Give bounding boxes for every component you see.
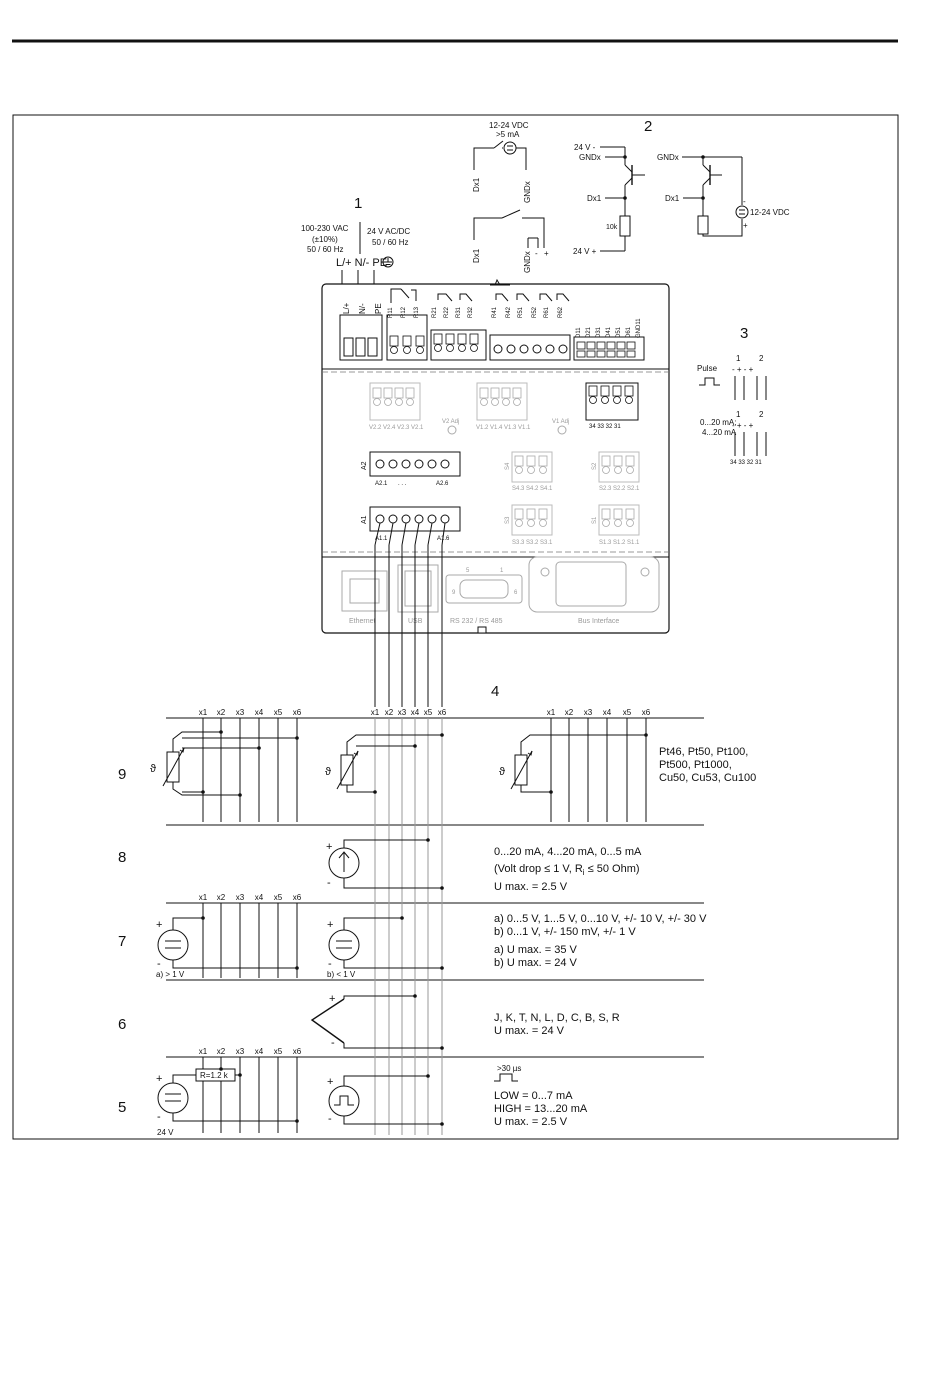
x-terminal-label: x1 xyxy=(198,893,208,902)
relay-label: R22 xyxy=(444,306,450,318)
current-line-2: (Volt drop ≤ 1 V, R xyxy=(494,863,583,875)
freq-line-2: HIGH = 13...20 mA xyxy=(494,1103,588,1115)
power-terminals: L/+ N/- PE xyxy=(336,257,388,269)
row-9-left-wires xyxy=(203,718,297,822)
section-3-label: 3 xyxy=(740,325,749,342)
output-pins: 34 33 32 31 xyxy=(589,424,621,430)
x-terminal-label: x2 xyxy=(216,893,226,902)
rtd-symbol-left: ϑ xyxy=(150,763,157,775)
pulse-output-legend xyxy=(697,354,766,466)
x-terminal-label: x5 xyxy=(622,708,632,717)
x-terminal-label: x5 xyxy=(273,708,283,717)
x-terminal-label: x1 xyxy=(198,708,208,717)
rtd-line-3: Cu50, Cu53, Cu100 xyxy=(659,772,757,784)
minus-sign-d: - xyxy=(743,197,746,206)
digital-terminal-label: D21 xyxy=(586,326,592,338)
voltage-line-3: a) U max. = 35 V xyxy=(494,944,577,956)
s3-label: S3 xyxy=(505,516,511,524)
pulse-label: Pulse xyxy=(697,364,718,373)
relay-label: R52 xyxy=(532,306,538,318)
minus-sign-b: - xyxy=(535,249,538,258)
relay-label: R42 xyxy=(506,306,512,318)
terminal-x-labels xyxy=(199,708,651,1056)
s4-pins: S4.3 S4.2 S4.1 xyxy=(512,486,553,492)
v2-adj: V2 Adj xyxy=(442,419,460,425)
s2-pins: S2.3 S2.2 S2.1 xyxy=(599,486,640,492)
freq-resistor: R=1.2 k xyxy=(200,1071,228,1080)
out-2-top: 2 xyxy=(759,354,764,363)
tc-line-1: J, K, T, N, L, D, C, B, S, R xyxy=(494,1012,620,1024)
rtd-line-1: Pt46, Pt50, Pt100, xyxy=(659,746,749,758)
voltage-description xyxy=(494,913,707,969)
earth-symbol xyxy=(383,257,393,267)
dx1-label-c: Dx1 xyxy=(587,194,602,203)
volt-a-label: a) > 1 V xyxy=(156,970,185,979)
x-terminal-label: x1 xyxy=(546,708,556,717)
x-terminal-label: x4 xyxy=(602,708,612,717)
x-terminal-label: x3 xyxy=(583,708,593,717)
s3-pins: S3.3 S3.2 S3.1 xyxy=(512,540,553,546)
s2-label: S2 xyxy=(592,462,598,470)
svg-text:(Volt drop ≤ 1 V, Ri ≤ 50 Ohm) xyxy=(494,863,640,877)
relay-label: R12 xyxy=(401,306,407,318)
power-hz-ac: 50 / 60 Hz xyxy=(307,245,344,254)
section-2-label: 2 xyxy=(644,118,653,135)
volt-b-label: b) < 1 V xyxy=(327,970,356,979)
digital-terminal-label: GND11 xyxy=(636,318,642,338)
x-terminal-label: x2 xyxy=(216,1047,226,1056)
rtd-left xyxy=(150,730,299,797)
term-pe: PE xyxy=(374,303,383,314)
digital-input-contact-source xyxy=(472,121,532,203)
rs-port-pin-6: 6 xyxy=(514,590,518,596)
section-9-label: 9 xyxy=(118,766,127,783)
x-terminal-label: x5 xyxy=(273,1047,283,1056)
relay-label: R32 xyxy=(468,306,474,318)
voltage-source-center xyxy=(327,916,444,979)
freq-left-minus: - xyxy=(157,1111,161,1123)
freq-line-3: U max. = 2.5 V xyxy=(494,1116,568,1128)
s1-pins: S1.3 S1.2 S1.1 xyxy=(599,540,640,546)
voltage-line-4: b) U max. = 24 V xyxy=(494,957,577,969)
a1-pin-1: A1.1 xyxy=(375,536,388,542)
power-vac: 100-230 VAC xyxy=(301,224,349,233)
a1-pin-6: A1.6 xyxy=(437,536,450,542)
digital-terminal-label: D31 xyxy=(596,326,602,338)
a2-dots: . . . xyxy=(398,481,407,487)
relay-label: R21 xyxy=(432,306,438,318)
current-description xyxy=(494,846,642,893)
relay-label: R31 xyxy=(456,306,462,318)
row-9-right-wires xyxy=(551,718,646,822)
tc-minus: - xyxy=(331,1037,335,1049)
x-terminal-label: x1 xyxy=(370,708,380,717)
polarity-bottom: - + - + xyxy=(732,421,754,430)
section-4-label: 4 xyxy=(491,683,500,700)
tc-description xyxy=(494,1012,620,1037)
section-7-label: 7 xyxy=(118,933,127,950)
dx1-label-a: Dx1 xyxy=(472,177,481,192)
rtd-right xyxy=(499,733,648,794)
v24-neg: 24 V - xyxy=(574,143,596,152)
term-n: N/- xyxy=(358,303,367,314)
x-terminal-label: x5 xyxy=(423,708,433,717)
row-5-left-wires xyxy=(203,1057,297,1133)
x-terminal-label: x5 xyxy=(273,893,283,902)
section-1-label: 1 xyxy=(354,195,363,212)
s4-label: S4 xyxy=(505,462,511,470)
dx1-label-d: Dx1 xyxy=(665,194,680,203)
freq-left-plus: + xyxy=(156,1073,163,1085)
freq-description xyxy=(494,1064,588,1128)
voltage-line-2: b) 0...1 V, +/- 150 mV, +/- 1 V xyxy=(494,926,636,938)
x-terminal-label: x3 xyxy=(235,1047,245,1056)
current-line-3: U max. = 2.5 V xyxy=(494,881,568,893)
digital-terminal-label: D41 xyxy=(606,326,612,338)
ethernet-label: Ethernet xyxy=(349,618,376,625)
v1-adj: V1 Adj xyxy=(552,419,570,425)
power-vdc: 24 V AC/DC xyxy=(367,227,411,236)
section-8-label: 8 xyxy=(118,849,127,866)
out-2-bottom: 2 xyxy=(759,410,764,419)
a2-label: A2 xyxy=(361,461,368,470)
rs-port-pin-5: 5 xyxy=(466,568,470,574)
x-terminal-label: x4 xyxy=(410,708,420,717)
section-6-label: 6 xyxy=(118,1016,127,1033)
digital-terminal-label: D61 xyxy=(626,326,632,338)
power-tolerance: (±10%) xyxy=(312,235,338,244)
volt-left-minus: - xyxy=(157,958,161,970)
relay-label: R41 xyxy=(492,306,498,318)
volt-left-plus: + xyxy=(156,919,163,931)
dc-source-label: 12-24 VDC xyxy=(489,121,529,130)
x-terminal-label: x4 xyxy=(254,893,264,902)
relay-label: R51 xyxy=(518,306,524,318)
rs-label: RS 232 / RS 485 xyxy=(450,618,503,625)
dc-source-current: >5 mA xyxy=(496,130,520,139)
freq-line-1: LOW = 0...7 mA xyxy=(494,1090,573,1102)
rs-port-pin-1: 1 xyxy=(500,568,504,574)
voltage-source-left xyxy=(156,916,299,979)
x-terminal-label: x1 xyxy=(198,1047,208,1056)
x-terminal-label: x6 xyxy=(292,893,302,902)
v24-pos: 24 V + xyxy=(573,247,597,256)
dc-source-ext: 12-24 VDC xyxy=(750,208,790,217)
s1-label: S1 xyxy=(592,516,598,524)
tc-line-2: U max. = 24 V xyxy=(494,1025,565,1037)
x-terminal-label: x2 xyxy=(216,708,226,717)
row-7-left-wires xyxy=(203,903,297,978)
freq-pulse: >30 µs xyxy=(497,1064,522,1073)
freq-source-center xyxy=(327,1074,444,1126)
rtd-description xyxy=(659,746,756,784)
plus-sign-b: + xyxy=(544,249,549,258)
current-line-2b: ≤ 50 Ohm) xyxy=(584,863,640,875)
digital-terminal-label: D51 xyxy=(616,326,622,338)
rtd-center xyxy=(325,733,444,794)
a2-pin-1: A2.1 xyxy=(375,481,388,487)
center-wires xyxy=(375,718,442,1135)
x-terminal-label: x6 xyxy=(641,708,651,717)
out-1-top: 1 xyxy=(736,354,741,363)
bus-label: Bus Interface xyxy=(578,618,620,625)
x-terminal-label: x6 xyxy=(292,1047,302,1056)
digital-terminal-label: D11 xyxy=(576,327,582,338)
volt-center-minus: - xyxy=(328,958,332,970)
rtd-line-2: Pt500, Pt1000, xyxy=(659,759,732,771)
out-1-bottom: 1 xyxy=(736,410,741,419)
a2-pin-6: A2.6 xyxy=(436,481,449,487)
gndx-label-a: GNDx xyxy=(523,181,532,203)
gndx-label-c: GNDx xyxy=(579,153,601,162)
freq-center-plus: + xyxy=(327,1076,334,1088)
gndx-label-d: GNDx xyxy=(657,153,679,162)
dx1-label-b: Dx1 xyxy=(472,248,481,263)
relay-label: R13 xyxy=(414,306,420,318)
gndx-label-b: GNDx xyxy=(523,251,532,273)
current-plus: + xyxy=(326,841,333,853)
polarity-top: - + - + xyxy=(732,365,754,374)
current-out-1: 0...20 mA; xyxy=(700,418,737,427)
current-source-symbol xyxy=(326,838,444,890)
v2-pins: V2.2 V2.4 V2.3 V2.1 xyxy=(369,425,424,431)
current-out-2: 4...20 mA xyxy=(702,428,737,437)
x-terminal-label: x4 xyxy=(254,708,264,717)
x-terminal-label: x2 xyxy=(564,708,574,717)
x-terminal-label: x2 xyxy=(384,708,394,717)
tc-plus: + xyxy=(329,993,336,1005)
relay-label: R61 xyxy=(544,306,550,318)
a1-label: A1 xyxy=(361,515,368,524)
current-line-1: 0...20 mA, 4...20 mA, 0...5 mA xyxy=(494,846,642,858)
voltage-line-1: a) 0...5 V, 1...5 V, 0...10 V, +/- 10 V, +/- 30 V xyxy=(494,913,707,925)
x-terminal-label: x4 xyxy=(254,1047,264,1056)
relay-label: R62 xyxy=(558,306,564,318)
section-5-label: 5 xyxy=(118,1099,127,1116)
plus-sign-d: + xyxy=(743,221,748,230)
volt-center-plus: + xyxy=(327,919,334,931)
digital-input-contact xyxy=(472,210,549,273)
x-terminal-label: x3 xyxy=(235,708,245,717)
rtd-symbol-right: ϑ xyxy=(499,766,506,778)
power-hz-dc: 50 / 60 Hz xyxy=(372,238,409,247)
pulse-pins: 34 33 32 31 xyxy=(730,460,762,466)
freq-center-minus: - xyxy=(328,1113,332,1125)
v1-pins: V1.2 V1.4 V1.3 V1.1 xyxy=(476,425,531,431)
x-terminal-label: x6 xyxy=(437,708,447,717)
freq-source-left xyxy=(156,1067,299,1137)
current-minus: - xyxy=(327,877,331,889)
usb-label: USB xyxy=(408,618,423,625)
freq-24v: 24 V xyxy=(157,1128,174,1137)
x-terminal-label: x6 xyxy=(292,708,302,717)
x-terminal-label: x3 xyxy=(235,893,245,902)
digital-input-transistor xyxy=(573,143,645,256)
digital-input-transistor-ext xyxy=(657,153,790,236)
x-terminal-label: x3 xyxy=(397,708,407,717)
rs-port-pin-9: 9 xyxy=(452,590,456,596)
current-ri-sub: i xyxy=(582,868,585,877)
r10k-label: 10k xyxy=(606,224,618,231)
thermocouple-symbol xyxy=(312,993,444,1050)
term-l: L/+ xyxy=(342,302,351,314)
rtd-symbol-center: ϑ xyxy=(325,766,332,778)
relay-label: R11 xyxy=(388,307,394,318)
